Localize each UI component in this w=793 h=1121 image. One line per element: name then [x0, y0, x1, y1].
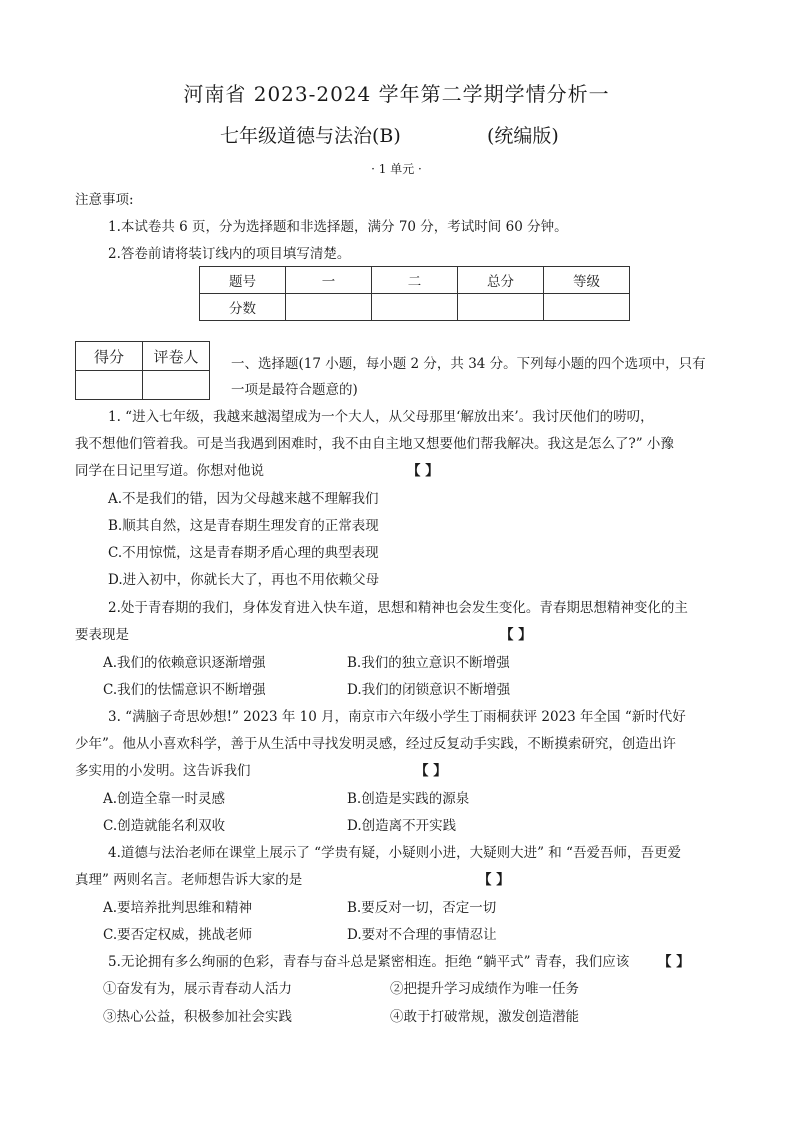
answer-bracket[interactable]: 【 】: [500, 627, 532, 643]
score-cell[interactable]: [544, 294, 630, 321]
grader-name-label: 评卷人: [143, 342, 210, 371]
option-d: D.我们的闭锁意识不断增强: [347, 682, 511, 698]
grader-score-cell[interactable]: [76, 371, 143, 400]
answer-bracket[interactable]: 【 】: [658, 954, 690, 970]
notice-heading: 注意事项:: [75, 192, 134, 208]
answer-bracket[interactable]: 【 】: [415, 763, 447, 779]
option-b: B.要反对一切，否定一切: [347, 900, 497, 916]
question-text: 同学在日记里写道。你想对他说: [75, 463, 264, 479]
score-row-label: 分数: [200, 294, 286, 321]
option-a: A.要培养批判思维和精神: [103, 900, 253, 916]
question-text: 少年”。他从小喜欢科学，善于从生活中寻找发明灵感，经过反复动手实践，不断摸索研究，创造出许: [75, 736, 676, 752]
option-a: A.创造全靠一时灵感: [103, 791, 226, 807]
option-d: D.进入初中，你就长大了，再也不用依赖父母: [108, 572, 380, 588]
question-text: 我不想他们管着我。可是当我遇到困难时，我不由自主地又想要他们帮我解决。我这是怎么了?” 小豫: [75, 436, 674, 452]
exam-edition: (统编版): [487, 125, 559, 147]
option-4: ④敢于打破常规，激发创造潜能: [390, 1009, 579, 1025]
question-text: 3. “满脑子奇思妙想!” 2023 年 10 月，南京市六年级小学生丁雨桐获评 2023 年全国 “新时代好: [108, 709, 686, 725]
option-a: A.我们的依赖意识逐渐增强: [103, 655, 266, 671]
score-cell[interactable]: [372, 294, 458, 321]
option-c: C.要否定权威，挑战老师: [103, 927, 253, 943]
option-c: C.我们的怯懦意识不断增强: [103, 682, 266, 698]
question-text: 4.道德与法治老师在课堂上展示了 “学贵有疑，小疑则小进，大疑则大进” 和 “吾爱吾师，吾更爱: [108, 845, 681, 861]
option-c: C.创造就能名利双收: [103, 818, 226, 834]
grader-box: [75, 341, 210, 400]
question-text: 要表现是: [75, 627, 129, 643]
score-header: 题号: [200, 267, 286, 294]
option-b: B.创造是实践的源泉: [347, 791, 470, 807]
score-table: [199, 266, 630, 321]
option-c: C.不用惊慌，这是青春期矛盾心理的典型表现: [108, 545, 379, 561]
option-b: B.我们的独立意识不断增强: [347, 655, 510, 671]
option-2: ②把提升学习成绩作为唯一任务: [390, 981, 579, 997]
question-text: 5.无论拥有多么绚丽的色彩，青春与奋斗总是紧密相连。拒绝 “躺平式” 青春，我们应该: [108, 954, 630, 970]
notice-item: 1.本试卷共 6 页，分为选择题和非选择题，满分 70 分，考试时间 60 分钟。: [108, 219, 568, 235]
score-cell[interactable]: [458, 294, 544, 321]
score-header: 总分: [458, 267, 544, 294]
option-a: A.不是我们的错，因为父母越来越不理解我们: [108, 491, 379, 507]
answer-bracket[interactable]: 【 】: [407, 463, 439, 479]
option-b: B.顺其自然，这是青春期生理发育的正常表现: [108, 518, 379, 534]
notice-item: 2.答卷前请将装订线内的项目填写清楚。: [108, 246, 351, 262]
exam-title: 河南省 2023-2024 学年第二学期学情分析一: [183, 82, 610, 106]
option-3: ③热心公益，积极参加社会实践: [103, 1009, 292, 1025]
exam-subtitle: 七年级道德与法治(B): [220, 125, 401, 147]
option-d: D.创造离不开实践: [347, 818, 457, 834]
grader-score-label: 得分: [76, 342, 143, 371]
score-header: 等级: [544, 267, 630, 294]
score-cell[interactable]: [286, 294, 372, 321]
section-intro: 一项是最符合题意的): [231, 382, 358, 398]
question-text: 1. “进入七年级，我越来越渴望成为一个大人，从父母那里‘解放出来’。我讨厌他们的唠叨，: [108, 409, 654, 425]
question-text: 多实用的小发明。这告诉我们: [75, 763, 251, 779]
score-header: 二: [372, 267, 458, 294]
question-text: 2.处于青春期的我们，身体发育进入快车道，思想和精神也会发生变化。青春期思想精神变化的主: [108, 600, 688, 616]
answer-bracket[interactable]: 【 】: [478, 872, 510, 888]
option-d: D.要对不合理的事情忍让: [347, 927, 497, 943]
score-header: 一: [286, 267, 372, 294]
grader-name-cell[interactable]: [143, 371, 210, 400]
option-1: ①奋发有为，展示青春动人活力: [103, 981, 292, 997]
section-intro: 一、选择题(17 小题，每小题 2 分，共 34 分。下列每小题的四个选项中，只有: [231, 356, 706, 372]
question-text: 真理” 两则名言。老师想告诉大家的是: [75, 872, 303, 888]
unit-label: · 1 单元 ·: [371, 162, 422, 176]
